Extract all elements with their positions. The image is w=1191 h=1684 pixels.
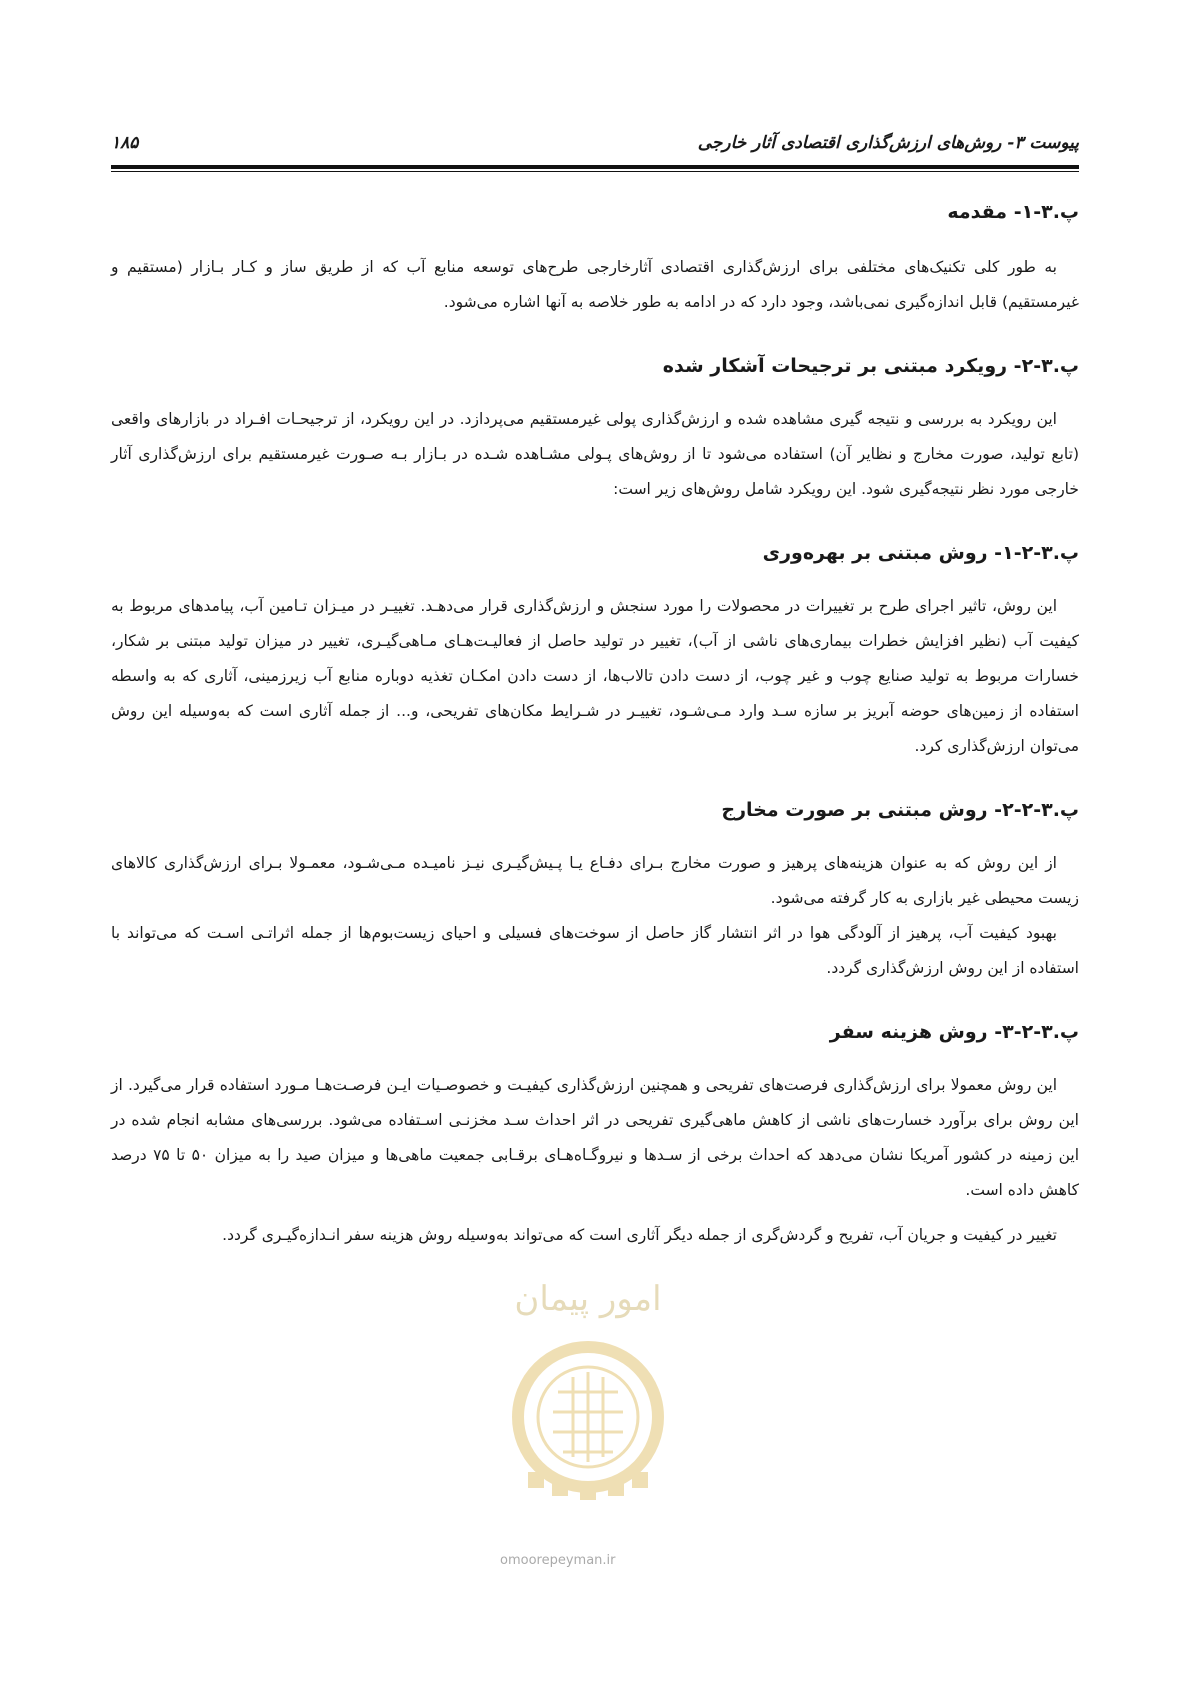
section-heading-travel-cost: پ.۳-۲-۳- روش هزینه سفر <box>829 1021 1079 1043</box>
section-heading-revealed-preferences: پ.۳-۲- رویکرد مبتنی بر ترجیحات آشکار شده <box>662 355 1079 377</box>
watermark-logo <box>488 1272 688 1512</box>
running-header <box>111 126 1079 160</box>
header-rule-thick <box>111 165 1079 169</box>
watermark-logo-text: امور پیمان <box>514 1279 662 1319</box>
header-rule-thin <box>111 171 1079 172</box>
page-number: ۱۸۵ <box>111 133 139 153</box>
page-body <box>111 190 1079 1253</box>
paragraph: این روش، تاثیر اجرای طرح بر تغییرات در محصولات را مورد سنجش و ارزش‌گذاری قرار می‌دهـد. تغییـر در میـزان تـامین آب، پیامدهای مربوط به کیفیت آب (نظیر افزایش خطرات بیماری‌های ناشی از آب)، تغییر در تولید حاصل از فعالیـت‌هـای مـاهی‌گیـری، تغییر در میزان تولید مبتنی بر شکار، خسارات مربوط به تولید صنایع چوب و غیر چوب، از دست دادن تالاب‌ها، از دست دادن امکـان تغذیه دوباره منابع آب زیرزمینی، آثاری که به واسطه استفاده از زمین‌های حوضه آبریز بر سازه سـد وارد مـی‌شـود، تغییـر در شـرایط مکان‌های تفریحی، و... از جمله آثاری است که به‌وسیله این روش می‌توان ارزش‌گذاری کرد. <box>111 597 1079 755</box>
paragraph: بهبود کیفیت آب، پرهیز از آلودگی هوا در اثر انتشار گاز حاصل از سوخت‌های فسیلی و احیای زیست‌بوم‌ها از جمله اثراتـی اسـت که می‌تواند با استفاده از این روش ارزش‌گذاری گردد. <box>111 924 1079 977</box>
watermark-url: omoorepeyman.ir <box>500 1553 616 1568</box>
paragraph: تغییر در کیفیت و جریان آب، تفریح و گردش‌گری از جمله دیگر آثاری است که می‌تواند به‌وسیله روش هزینه سفر انـدازه‌گیـری گردد. <box>222 1226 1057 1244</box>
paragraph: به طور کلی تکنیک‌های مختلفی برای ارزش‌گذاری اقتصادی آثارخارجی طرح‌های توسعه منابع آب که از طریق ساز و کـار بـازار (مستقیم و غیرمستقیم) قابل اندازه‌گیری نمی‌باشد، وجود دارد که در ادامه به طور خلاصه به آنها اشاره می‌شود. <box>111 258 1079 311</box>
paragraph: از این روش که به عنوان هزینه‌های پرهیز و صورت مخارج بـرای دفـاع یـا پـیش‌گیـری نیـز نامیـده مـی‌شـود، معمـولا بـرای ارزش‌گذاری کالاهای زیست محیطی غیر بازاری به کار گرفته می‌شود. <box>111 854 1079 907</box>
section-heading-expenditure: پ.۳-۲-۲- روش مبتنی بر صورت مخارج <box>721 799 1079 821</box>
section-heading-intro: پ.۳-۱- مقدمه <box>947 201 1079 223</box>
paragraph: این روش معمولا برای ارزش‌گذاری فرصت‌های تفریحی و همچنین ارزش‌گذاری کیفیـت و خصوصـیات ایـن فرصـت‌هـا مـورد استفاده قرار می‌گیرد. از این روش برای برآورد خسارت‌های ناشی از کاهش ماهی‌گیری تفریحی در اثر احداث سـد مخزنـی اسـتفاده می‌شود. بررسی‌های مشابه انجام شده در این زمینه در کشور آمریکا نشان می‌دهد که احداث برخی از سـدها و نیروگـاه‌هـای برقـابی جمعیت ماهی‌ها و میزان صید را به میزان ۵۰ تا ۷۵ درصد کاهش داده است. <box>111 1076 1080 1199</box>
paragraph: این رویکرد به بررسی و نتیجه گیری مشاهده شده و ارزش‌گذاری پولی غیرمستقیم می‌پردازد. در این رویکرد، از ترجیحـات افـراد در بازارهای واقعی (تابع تولید، صورت مخارج و نظایر آن) استفاده می‌شود تا از روش‌های پـولی مشـاهده شـده در بـازار بـه صـورت غیرمستقیم برای ارزش‌گذاری آثار خارجی مورد نظر نتیجه‌گیری شود. این رویکرد شامل روش‌های زیر است: <box>111 410 1079 498</box>
section-heading-productivity: پ.۳-۲-۱- روش مبتنی بر بهره‌وری <box>762 542 1079 564</box>
header-title: پیوست ۳- روش‌های ارزش‌گذاری اقتصادی آثار خارجی <box>697 133 1079 153</box>
